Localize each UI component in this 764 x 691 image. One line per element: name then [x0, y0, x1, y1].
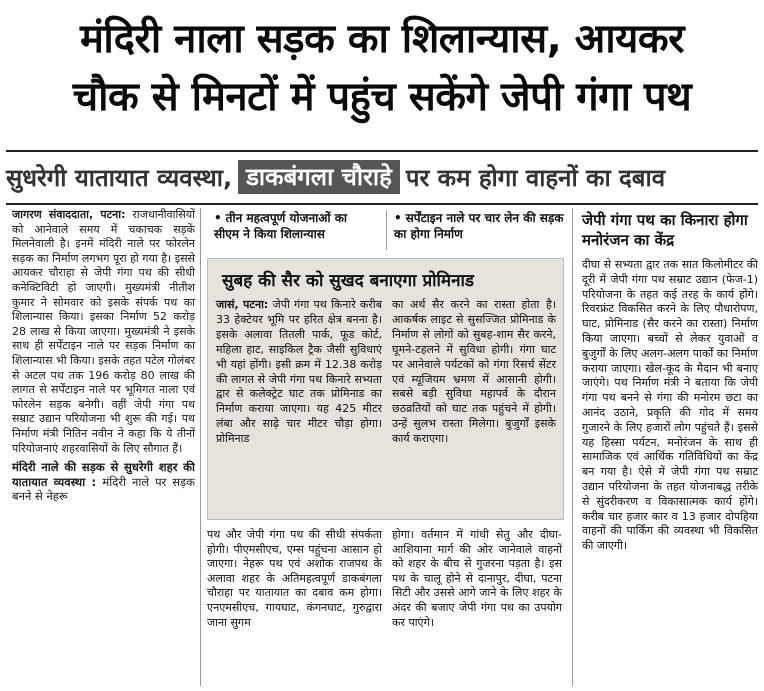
point-1-text: तीन महत्वपूर्ण योजनाओं का सीएम ने किया शिलान्यास [214, 211, 348, 241]
subhead-part-1: सुधरेगी यातायात व्यवस्था, [6, 163, 233, 192]
highlight-point-2: • सर्पेंटाइन नाले पर चार लेन की सड़क का होगा निर्माण [394, 211, 564, 241]
byline: जागरण संवाददाता, पटना: [12, 208, 126, 221]
lower-column-1: पथ और जेपी गंगा पथ की सीधी संपर्कता होगी। पीएमसीएच, एम्स पहुंचना आसान हो जाएगा। नेहरू पथ एवं अशोक राजपथ के अलावा शहर के अतिमहत्वपूर्ण डाकबंगला चौराहा पर यातायात का दबाव कम होगा। एनएमसीएच, गायघाट, कंगनघाट, गुरुद्वारा जाना सुगम [207, 528, 382, 629]
column-divider-2 [572, 208, 573, 686]
headline [0, 10, 764, 126]
column-divider-1 [200, 208, 201, 686]
sub-rule [6, 203, 758, 205]
box-title: सुबह की सैर को सुखद बनाएगा प्रोमिनाड [222, 271, 475, 291]
main-article-column [12, 208, 195, 686]
headline-line-1: मंदिरी नाला सड़क का शिलान्यास, आयकर [80, 16, 684, 62]
sidebar-title: जेपी गंगा पथ का किनारा होगा मनोरंजन का केंद्र [582, 211, 748, 249]
article-body: राजधानीवासियों को आनेवाले समय में चकाचक सड़कें मिलनेवाली है। इनमें मंदिरी नाले पर फोरलेन सड़क का निर्माण लगभग पूरा हो गया है। इससे आयकर चौराहा से जेपी गंगा पथ की सीधी कनेक्टिविटी हो जाएगी। मुख्यमंत्री नीतीश कुमार ने सोमवार को इसके संपर्क पथ का शिलान्यास किया। इसका निर्माण 52 करोड़ 28 लाख से किया जाएगा। मुख्यमंत्री ने इसके साथ ही सर्पेंटाइन नाले पर सड़क निर्माण का शिलान्यास भी किया। इसके तहत पटेल गोलंबर से अटल पथ तक 196 करोड़ 80 लाख की लागत से सर्पेंटाइन नाले पर भूमिगत नाला एवं फोरलेन सड़क बनेगी। वहीं जेपी गंगा पथ सम्राट उद्यान परियोजना भी शुरू की गई। पथ निर्माण मंत्री नितिन नवीन ने कहा कि ये तीनों परियोजनाएं शहरवासियों के लिए सौगात हैं। [12, 208, 195, 455]
subhead-highlight: डाकबंगला चौराहे [238, 160, 400, 194]
points-divider [386, 210, 387, 250]
headline-line-2: चौक से मिनटों में पहुंच सकेंगे जेपी गंगा पथ [72, 74, 692, 120]
article-subheading: मंदिरी नाले की सड़क से सुधरेगी शहर की यातायात व्यवस्था : [12, 460, 195, 489]
subhead-part-2: पर कम होगा वाहनों का दबाव [405, 163, 666, 192]
point-2-text: सर्पेंटाइन नाले पर चार लेन की सड़क का होगा निर्माण [394, 211, 564, 241]
sidebar-body: दीघा से सभ्यता द्वार तक सात किलोमीटर की दूरी में जेपी गंगा पथ सम्राट उद्यान (फेज-1) परियोजना के तहत कई तरह के कार्य होंगे। रिवरफ्रंट विकसित करने के लिए पौधारोपण, घाट, प्रोमिनाड (सैर करने का रास्ता) निर्माण किया जाएगा। बच्चों से लेकर युवाओं व बुजुर्गों के लिए अलग-अलग पार्कों का निर्माण कराया जाएगा। खेल-कूद के मैदान भी बनाए जाएंगे। पथ निर्माण मंत्री ने बताया कि जेपी गंगा पथ बनने से गंगा की मनोरम छटा का आनंद उठाने, प्रकृति की गोद में समय गुजारने के लिए हजारों लोग पहुंचते हैं। इससे यह हिस्सा पर्यटन, मनोरंजन के साथ ही सामाजिक एवं आर्थिक गतिविधियों का केंद्र बन गया है। ऐसे में जेपी गंगा पथ सम्राट उद्यान परियोजना के तहत योजनाबद्ध तरीके से सुंदरीकरण व विकासात्मक कार्य होंगे। करीब चार हजार कार व 13 हजार दोपहिया वाहनों की पार्किंग की व्यवस्था भी विकसित की जाएगी। [582, 258, 758, 553]
box-byline: जासं, पटना: [216, 298, 269, 311]
lower-column-2: होगा। वर्तमान में गांधी सेतु और दीघा-आशियाना मार्ग की ओर जानेवाले वाहनों को शहर के बीच से गुजरना पड़ता है। इस पथ के चालू होने से दानापुर, दीघा, पटना सिटी और उससे आगे जाने के लिए शहर के अंदर की बजाए जेपी गंगा पथ का उपयोग कर पाएंगे। [392, 528, 562, 629]
box-column-1-text: जेपी गंगा पथ किनारे करीब 33 हेक्टेयर भूमि पर हरित क्षेत्र बनना है। इसके अलावा तितली पार्क, फूड कोर्ट, महिला हाट, साइकिल ट्रैक जैसी सुविधाएं भी यहां होंगी। इसी क्रम में 12.38 करोड़ की लागत से जेपी गंगा पथ किनारे सभ्यता द्वार से कलेक्ट्रेट घाट तक प्रोमिनाड का निर्माण कराया जाएगा। यह 425 मीटर लंबा और साढ़े चार मीटर चौड़ा होगा। प्रोमिनाड [216, 298, 382, 446]
subheadline [6, 158, 758, 196]
article-subbody: मंदिरी नाले पर सड़क बनने से नेहरू [12, 474, 195, 504]
top-rule [6, 150, 758, 152]
highlight-point-1: • तीन महत्वपूर्ण योजनाओं का सीएम ने किया शिलान्यास [214, 211, 348, 241]
box-column-1 [216, 298, 382, 447]
box-column-2: का अर्थ सैर करने का रास्ता होता है। आकर्षक लाइट से सुसज्जित प्रोमिनाड के निर्माण से लोगों को सुबह-शाम सैर करने, घूमने-टहलने में सुविधा होगी। गंगा घाट पर आनेवाले पर्यटकों को गंगा रिसर्च सेंटर एवं म्यूजियम भ्रमण में आसानी होगी। सबसे बड़ी सुविधा महापर्व के दौरान छठव्रतियों को घाट तक पहुंचने में होगी। उन्हें सुलभ रास्ता मिलेगा। बुजुर्गों इसके कार्य कराएगा। [392, 298, 556, 446]
